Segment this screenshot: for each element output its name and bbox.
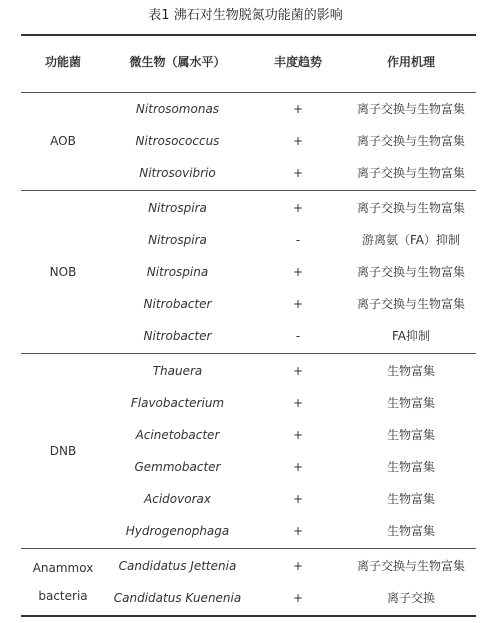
organism-cell: Nitrospira [148,201,207,215]
organism-cell: Nitrosococcus [135,134,220,148]
mechanism-cell: 离子交换与生物富集 [356,201,465,215]
trend-cell: + [292,396,304,410]
mechanism-cell: 离子交换与生物富集 [356,102,465,116]
organism-cell: Hydrogenophaga [125,524,230,538]
mechanism-cell: 离子交换与生物富集 [356,166,465,180]
mechanism-cell: 生物富集 [386,492,435,506]
trend-cell: + [292,591,304,605]
trend-cell: + [292,524,304,538]
bottom-rule [21,615,476,617]
mechanism-cell: 离子交换与生物富集 [356,134,465,148]
group-label: AOB [50,134,76,148]
trend-cell: + [292,460,304,474]
organism-cell: Nitrosomonas [135,102,220,116]
mechanism-cell: 离子交换 [386,591,435,605]
mechanism-cell: 离子交换与生物富集 [356,265,465,279]
mechanism-cell: 离子交换与生物富集 [356,559,465,573]
group-label: DNB [49,444,77,458]
group-label: NOB [49,265,77,279]
group-label [21,550,105,614]
top-rule [21,34,476,36]
trend-cell: + [292,265,304,279]
group-label-line: bacteria [38,589,88,603]
organism-cell: Candidatus Kuenenia [113,591,242,605]
trend-cell: + [292,201,304,215]
trend-cell: + [292,492,304,506]
table-caption: 表1 沸石对生物脱氮功能菌的影响 [148,8,343,23]
mechanism-cell: FA抑制 [391,329,430,343]
organism-cell: Nitrospira [148,233,207,247]
group-divider [21,190,476,191]
header-trend: 丰度趋势 [273,55,322,69]
organism-cell: Flavobacterium [130,396,225,410]
header-function: 功能菌 [44,55,81,69]
trend-cell: + [292,102,304,116]
organism-cell: Thauera [152,364,203,378]
trend-cell: + [292,559,304,573]
trend-cell: - [295,233,301,247]
trend-cell: + [292,428,304,442]
organism-cell: Acinetobacter [135,428,220,442]
group-divider [21,353,476,354]
header-mechanism: 作用机理 [386,55,435,69]
mechanism-cell: 生物富集 [386,428,435,442]
trend-cell: - [295,329,301,343]
group-label-line: Anammox [32,561,94,575]
mechanism-cell: 生物富集 [386,364,435,378]
mechanism-cell: 游离氨（FA）抑制 [361,233,460,247]
organism-cell: Gemmobacter [134,460,221,474]
organism-cell: Acidovorax [144,492,211,506]
group-divider [21,548,476,549]
mechanism-cell: 生物富集 [386,524,435,538]
mechanism-cell: 生物富集 [386,396,435,410]
organism-cell: Nitrobacter [143,297,212,311]
mechanism-cell: 离子交换与生物富集 [356,297,465,311]
organism-cell: Nitrospina [146,265,209,279]
organism-cell: Candidatus Jettenia [118,559,237,573]
organism-cell: Nitrobacter [143,329,212,343]
trend-cell: + [292,134,304,148]
mechanism-cell: 生物富集 [386,460,435,474]
header-organism: 微生物（属水平） [129,55,226,69]
organism-cell: Nitrosovibrio [139,166,216,180]
trend-cell: + [292,297,304,311]
trend-cell: + [292,364,304,378]
trend-cell: + [292,166,304,180]
